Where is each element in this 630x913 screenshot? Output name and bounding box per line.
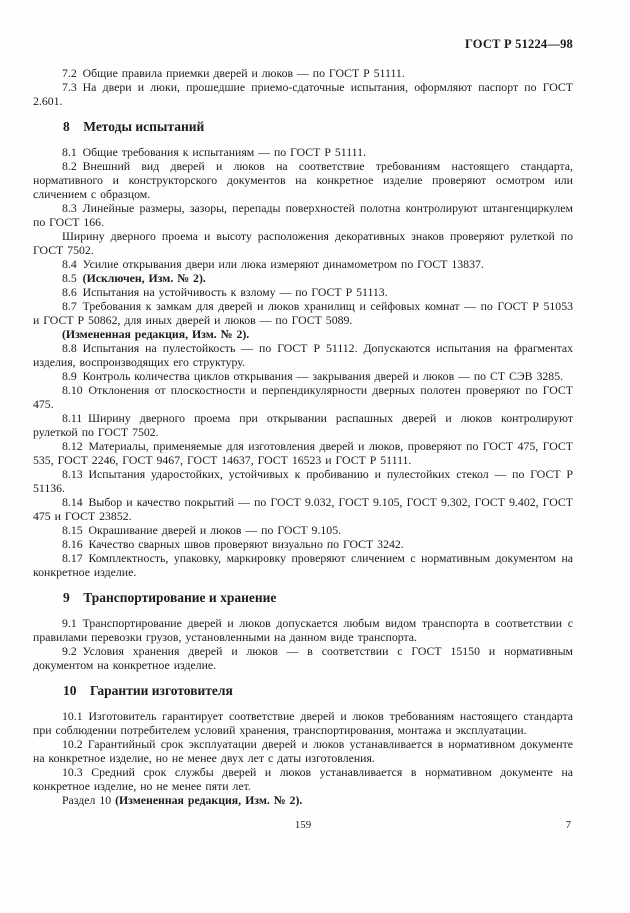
clause-8-5-number: 8.5 — [62, 271, 83, 285]
section-8-heading: 8 Методы испытаний — [63, 119, 205, 134]
clause-8-5 — [33, 271, 573, 285]
amendment-note-text: (Измененная редакция, Изм. № 2). — [62, 327, 250, 341]
clause-10-1: 10.1 Изготовитель гарантирует соответствие дверей и люков требованиям настоящего стандарта при соблюдении потребителем условий хранения, транспортирования, монтажа и эксплуатации. — [33, 709, 573, 737]
section-10-amendment-prefix: Раздел 10 — [62, 793, 116, 807]
sheet-number: 159 — [294, 819, 312, 831]
page-footer — [33, 818, 573, 832]
doc-code-header: ГОСТ Р 51224—98 — [464, 37, 573, 51]
clause-7-2: 7.2 Общие правила приемки дверей и люков — по ГОСТ Р 51111. — [62, 66, 405, 80]
clause-8-15: 8.15 Окрашивание дверей и люков — по ГОСТ 9.105. — [62, 523, 342, 537]
clause-8-8: 8.8 Испытания на пулестойкость — по ГОСТ Р 51112. Допускаются испытания на фрагментах изделия, воспроизводящих его структуру. — [33, 341, 573, 369]
clause-9-1: 9.1 Транспортирование дверей и люков допускается любым видом транспорта в соответствии с правилами перевозки грузов, установленными на данном виде транспорта. — [33, 616, 573, 644]
section-10-heading: 10 Гарантии изготовителя — [63, 683, 233, 698]
clause-10-2: 10.2 Гарантийный срок эксплуатации дверей и люков устанавливается в нормативном документе на конкретное изделие, но не менее двух лет с даты изготовления. — [33, 737, 573, 765]
clause-9-2: 9.2 Условия хранения дверей и люков — в соответствии с ГОСТ 15150 и нормативным документом на конкретное изделие. — [33, 644, 573, 672]
clause-8-16: 8.16 Качество сварных швов проверяют визуально по ГОСТ 3242. — [62, 537, 404, 551]
clause-10-3: 10.3 Средний срок службы дверей и люков устанавливается в нормативном документе на конкретное изделие, но не менее пяти лет. — [33, 765, 573, 793]
clause-8-7-amendment-note — [33, 327, 573, 341]
clause-8-3: 8.3 Линейные размеры, зазоры, перепады поверхностей полотна контролируют штангенциркулем по ГОСТ 166. — [33, 201, 573, 229]
clause-8-11: 8.11 Ширину дверного проема при открывании распашных дверей и люков контролируют рулеткой по ГОСТ 7502. — [33, 411, 573, 439]
clause-8-7: 8.7 Требования к замкам для дверей и люков хранилищ и сейфовых комнат — по ГОСТ Р 51053 и ГОСТ Р 50862, для иных дверей и люков — по ГОСТ 5089. — [33, 299, 573, 327]
page-number: 7 — [565, 819, 571, 831]
clause-8-13: 8.13 Испытания ударостойких, устойчивых к пробиванию и пулестойких стекол — по ГОСТ Р 51136. — [33, 467, 573, 495]
clause-8-9: 8.9 Контроль количества циклов открывания — закрывания дверей и люков — по СТ СЭВ 3285. — [62, 369, 564, 383]
clause-8-12: 8.12 Материалы, применяемые для изготовления дверей и люков, проверяют по ГОСТ 475, ГОСТ 535, ГОСТ 2246, ГОСТ 9467, ГОСТ 14637, ГОСТ 16523 и ГОСТ Р 51111. — [33, 439, 573, 467]
clause-8-14: 8.14 Выбор и качество покрытий — по ГОСТ 9.032, ГОСТ 9.105, ГОСТ 9.302, ГОСТ 9.402, ГОСТ 475 и ГОСТ 23852. — [33, 495, 573, 523]
clause-8-17: 8.17 Комплектность, упаковку, маркировку проверяют сличением с нормативным документом на конкретное изделие. — [33, 551, 573, 579]
clause-8-2: 8.2 Внешний вид дверей и люков на соответствие требованиям настоящего стандарта, нормативного и конструкторского документов на конкретное изделие проверяют осмотром или сличением с образцом. — [33, 159, 573, 201]
clause-8-3-continuation: Ширину дверного проема и высоту расположения декоративных знаков проверяют рулеткой по ГОСТ 7502. — [33, 229, 573, 257]
clause-8-10: 8.10 Отклонения от плоскостности и перпендикулярности дверных полотен проверяют по ГОСТ 475. — [33, 383, 573, 411]
clause-8-6: 8.6 Испытания на устойчивость к взлому — по ГОСТ Р 51113. — [62, 285, 388, 299]
clause-8-1: 8.1 Общие требования к испытаниям — по ГОСТ Р 51111. — [62, 145, 366, 159]
clause-8-4: 8.4 Усилие открывания двери или люка измеряют динамометром по ГОСТ 13837. — [62, 257, 484, 271]
section-10-amendment-note — [33, 793, 573, 807]
section-10-amendment-bold: (Измененная редакция, Изм. № 2). — [115, 793, 303, 807]
section-9-heading: 9 Транспортирование и хранение — [63, 590, 277, 605]
clause-8-5-excluded-note: (Исключен, Изм. № 2). — [82, 271, 206, 285]
clause-7-3: 7.3 На двери и люки, прошедшие приемо-сдаточные испытания, оформляют паспорт по ГОСТ 2.601. — [33, 80, 573, 108]
